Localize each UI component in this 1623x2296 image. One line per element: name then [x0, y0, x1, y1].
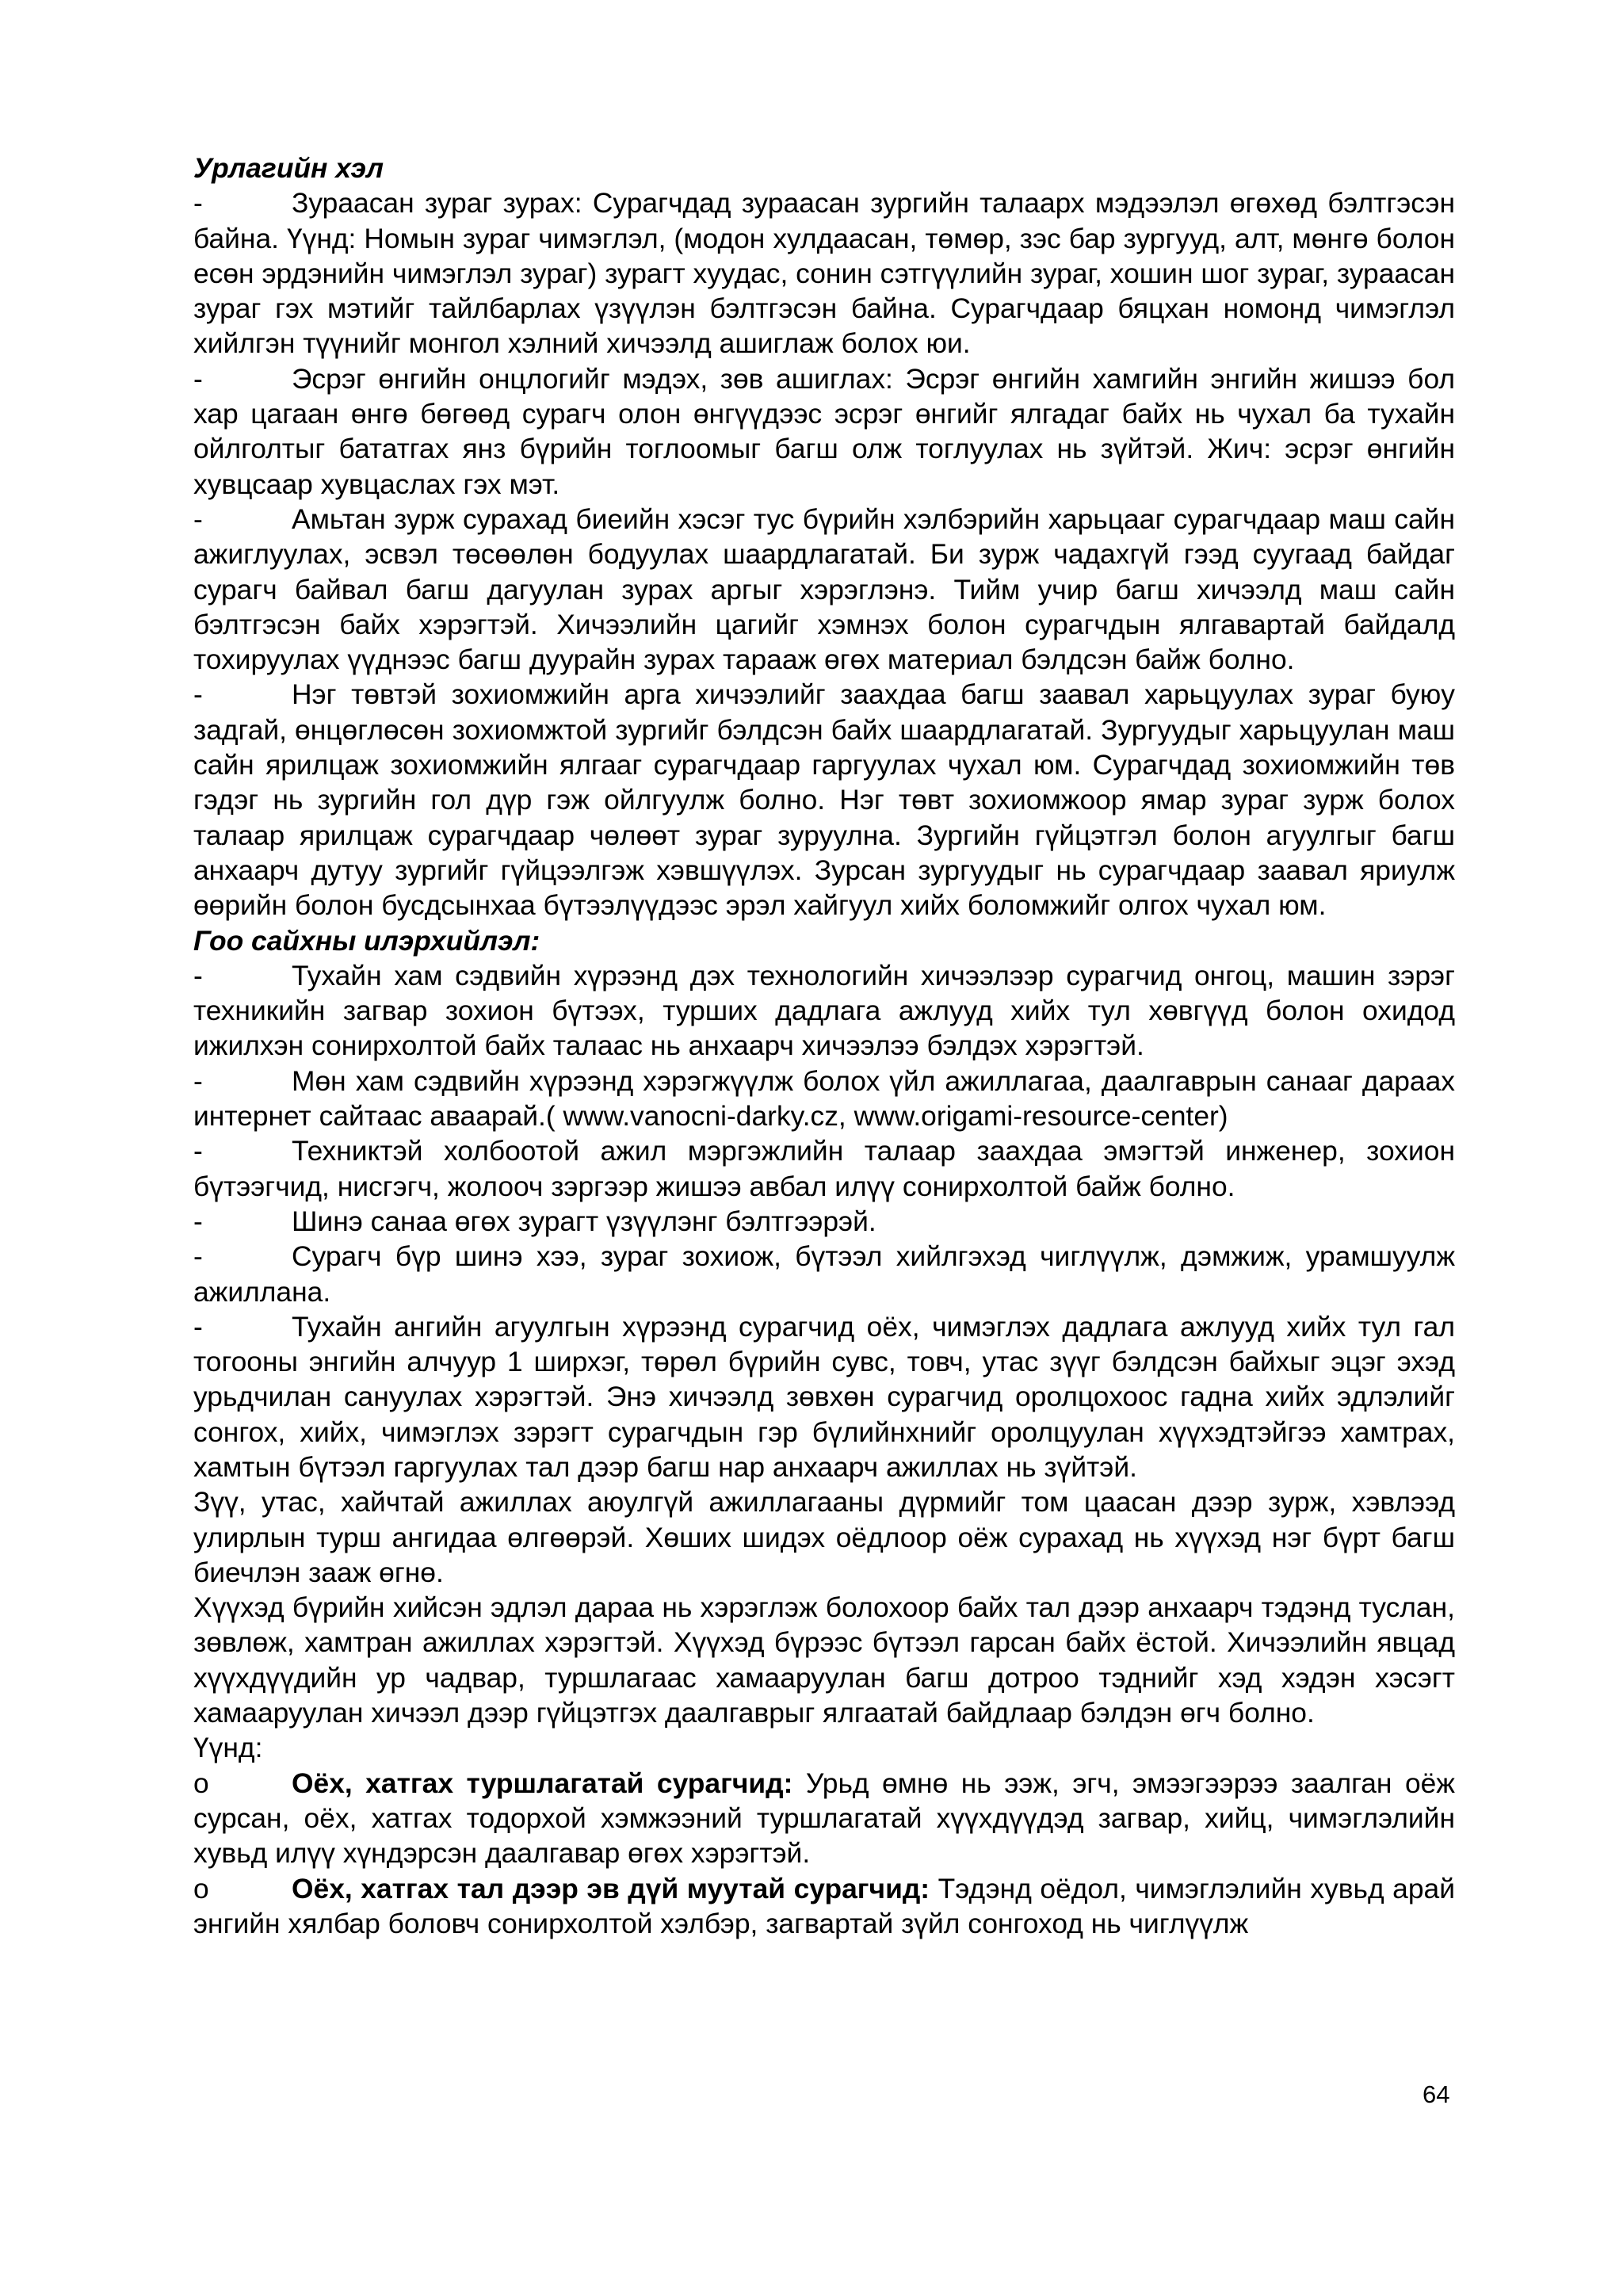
dash-bullet: -	[193, 1135, 203, 1167]
dash-bullet: -	[193, 1310, 203, 1343]
circle-bullet: o	[193, 1767, 209, 1799]
dash-bullet: -	[193, 1064, 203, 1097]
paragraph: Үүнд:	[193, 1732, 263, 1764]
paragraph-text: Тухайн хам сэдвийн хүрээнд дэх технологийн хичээлээр сурагчид онгоц, машин зэрэг техникийн загвар зохион бүтээх, турших дадлага ажлууд хийх тул хөвгүүд болон охидод ижилхэн сонирхолтой байх талаас нь анхаарч хичээлээ бэлдэх хэрэгтэй.	[193, 959, 1455, 1062]
dash-bullet: -	[193, 362, 203, 395]
document-page	[193, 151, 1455, 1941]
group-text: Урьд өмнө нь ээж, эгч, эмээгээрээ заалган оёж сурсан, оёх, хатгах тодорхой хэмжээний туршлагатай хүүхдүүдэд загвар, хийц, чимэглэлийн хувьд илүү хүндэрсэн даалгавар өгөх хэрэгтэй.	[193, 1767, 1455, 1870]
group-title: Оёх, хатгах тал дээр эв дүй муутай сурагчид:	[292, 1872, 930, 1904]
group-item	[193, 1766, 1455, 1871]
dash-bullet: -	[193, 1240, 203, 1273]
section-heading: Урлагийн хэл	[193, 152, 384, 184]
paragraph-text: Зураасан зураг зурах: Сурагчдад зураасан зургийн талаарх мэдээлэл өгөхөд бэлтгэсэн байна. Үүнд: Номын зураг чимэглэл, (модон хулдаасан, төмөр, зэс бар зургууд, алт, мөнгө болон есөн эрдэнийн чимэглэл зураг) зурагт хуудас, сонин сэтгүүлийн зураг, хошин шог зураг, зураасан зураг гэх мэтийг тайлбарлах үзүүлэн бэлтгэсэн байна. Сурагчдаар бяцхан номонд чимэглэл хийлгэн түүнийг монгол хэлний хичээлд ашиглаж болох юи.	[193, 187, 1455, 360]
paragraph-text: Мөн хам сэдвийн хүрээнд хэрэгжүүлж болох үйл ажиллагаа, даалгаврын санааг дараах интернет сайтаас аваарай.( www.vanocni-darky.cz, www.origami-resource-center)	[193, 1064, 1455, 1133]
group-title: Оёх, хатгах туршлагатай сурагчид:	[292, 1767, 793, 1799]
list-item	[193, 502, 1455, 677]
dash-bullet: -	[193, 1205, 203, 1237]
list-item	[193, 958, 1455, 1064]
dash-bullet: -	[193, 678, 203, 711]
dash-bullet: -	[193, 187, 203, 220]
circle-bullet: o	[193, 1872, 209, 1904]
page-number: 64	[1423, 2080, 1450, 2108]
paragraph-text: Тухайн ангийн агуулгын хүрээнд сурагчид оёх, чимэглэх дадлага ажлууд хийх тул гал тогооны энгийн алчуур 1 ширхэг, төрөл бүрийн сувс, товч, утас зүүг бэлдсэн байхыг эцэг эхэд урьдчилан сануулах хэрэгтэй. Энэ хичээлд зөвхөн сурагчид оролцохоос гадна хийх эдлэлийг сонгох, хийх, чимэглэх зэрэгт сурагчдын гэр бүлийнхнийг оролцуулан хүүхэдтэйгээ хамтрах, хамтын бүтээл гаргуулах тал дээр багш нар анхаарч ажиллах нь зүйтэй.	[193, 1310, 1455, 1483]
list-item	[193, 1204, 1455, 1239]
list-item	[193, 1309, 1455, 1484]
list-item	[193, 185, 1455, 361]
dash-bullet: -	[193, 959, 203, 991]
paragraph: Хүүхэд бүрийн хийсэн эдлэл дараа нь хэрэглэж болохоор байх тал дээр анхаарч тэдэнд туслан, зөвлөж, хамтран ажиллах хэрэгтэй. Хүүхэд бүрээс бүтээл гарсан байх ёстой. Хичээлийн явцад хүүхдүүдийн ур чадвар, туршлагаас хамааруулан багш дотроо тэднийг хэд хэдэн хэсэгт хамааруулан хичээл дээр гүйцэтгэх даалгаврыг ялгаатай байдлаар бэлдэн өгч болно.	[193, 1591, 1455, 1729]
list-item	[193, 1133, 1455, 1204]
paragraph-text: Нэг төвтэй зохиомжийн арга хичээлийг заахдаа багш заавал харьцуулах зураг буюу задгай, өнцөглөсөн зохиомжтой зургийг бэлдсэн байх шаардлагатай. Зургуудыг харьцуулан маш сайн ярилцаж зохиомжийн ялгааг сурагчдаар гаргуулах чухал юм. Сурагчдад зохиомжийн төв гэдэг нь зургийн гол дүр гэж ойлгуулж болно. Нэг төвт зохиомжоор ямар зураг зурж болох талаар ярилцаж сурагчдаар чөлөөт зураг зуруулна. Зургийн гүйцэтгэл болон агуулгыг багш анхаарч дутуу зургийг гүйцээлгэж хэвшүүлэх. Зурсан зургуудыг нь сурагчдаар заавал яриулж өөрийн болон бусдсынхаа бүтээлүүдээс эрэл хайгуул хийх боломжийг олгох чухал юм.	[193, 678, 1455, 922]
list-item	[193, 677, 1455, 923]
group-text: Тэдэнд оёдол, чимэглэлийн хувьд арай энгийн хялбар боловч сонирхолтой хэлбэр, загвартай зүйл сонгоход нь чиглүүлж	[193, 1872, 1455, 1939]
paragraph: Зүү, утас, хайчтай ажиллах аюулгүй ажиллагааны дүрмийг том цаасан дээр зурж, хэвлээд улирлын турш ангидаа өлгөөрэй. Хөших шидэх оёдлоор оёж сурахад нь хүүхэд нэг бүрт багш биечлэн зааж өгнө.	[193, 1486, 1455, 1588]
list-item	[193, 1064, 1455, 1134]
paragraph-text: Шинэ санаа өгөх зурагт үзүүлэнг бэлтгээрэй.	[292, 1205, 876, 1237]
section-heading: Гоо сайхны илэрхийлэл:	[193, 924, 540, 957]
list-item	[193, 361, 1455, 502]
group-item	[193, 1871, 1455, 1942]
list-item	[193, 1239, 1455, 1309]
paragraph-text: Амьтан зурж сурахад биеийн хэсэг тус бүрийн хэлбэрийн харьцааг сурагчдаар маш сайн ажиглуулах, эсвэл төсөөлөн бодуулах шаардлагатай. Би зурж чадахгүй гээд суугаад байдаг сурагч байвал багш дагуулан зурах аргыг хэрэглэнэ. Тийм учир багш хичээлд маш сайн бэлтгэсэн байх хэрэгтэй. Хичээлийн цагийг хэмнэх болон сурагчдын ялгавартай байдалд тохируулах үүднээс багш дуурайн зурах тарааж өгөх материал бэлдсэн байж болно.	[193, 502, 1455, 676]
dash-bullet: -	[193, 502, 203, 535]
paragraph-text: Сурагч бүр шинэ хээ, зураг зохиож, бүтээл хийлгэхэд чиглүүлж, дэмжиж, урамшуулж ажиллана.	[193, 1240, 1455, 1308]
paragraph-text: Техниктэй холбоотой ажил мэргэжлийн талаар заахдаа эмэгтэй инженер, зохион бүтээгчид, нисгэгч, жолооч зэргээр жишээ авбал илүү сонирхолтой байж болно.	[193, 1135, 1455, 1202]
paragraph-text: Эсрэг өнгийн онцлогийг мэдэх, зөв ашиглах: Эсрэг өнгийн хамгийн энгийн жишээ бол хар цагаан өнгө бөгөөд сурагч олон өнгүүдээс эсрэг өнгийг ялгадаг байх нь чухал ба тухайн ойлголтыг бататгах янз бүрийн тоглоомыг багш олж тоглуулах нь зүйтэй. Жич: эсрэг өнгийн хувцсаар хувцаслах гэх мэт.	[193, 362, 1455, 500]
